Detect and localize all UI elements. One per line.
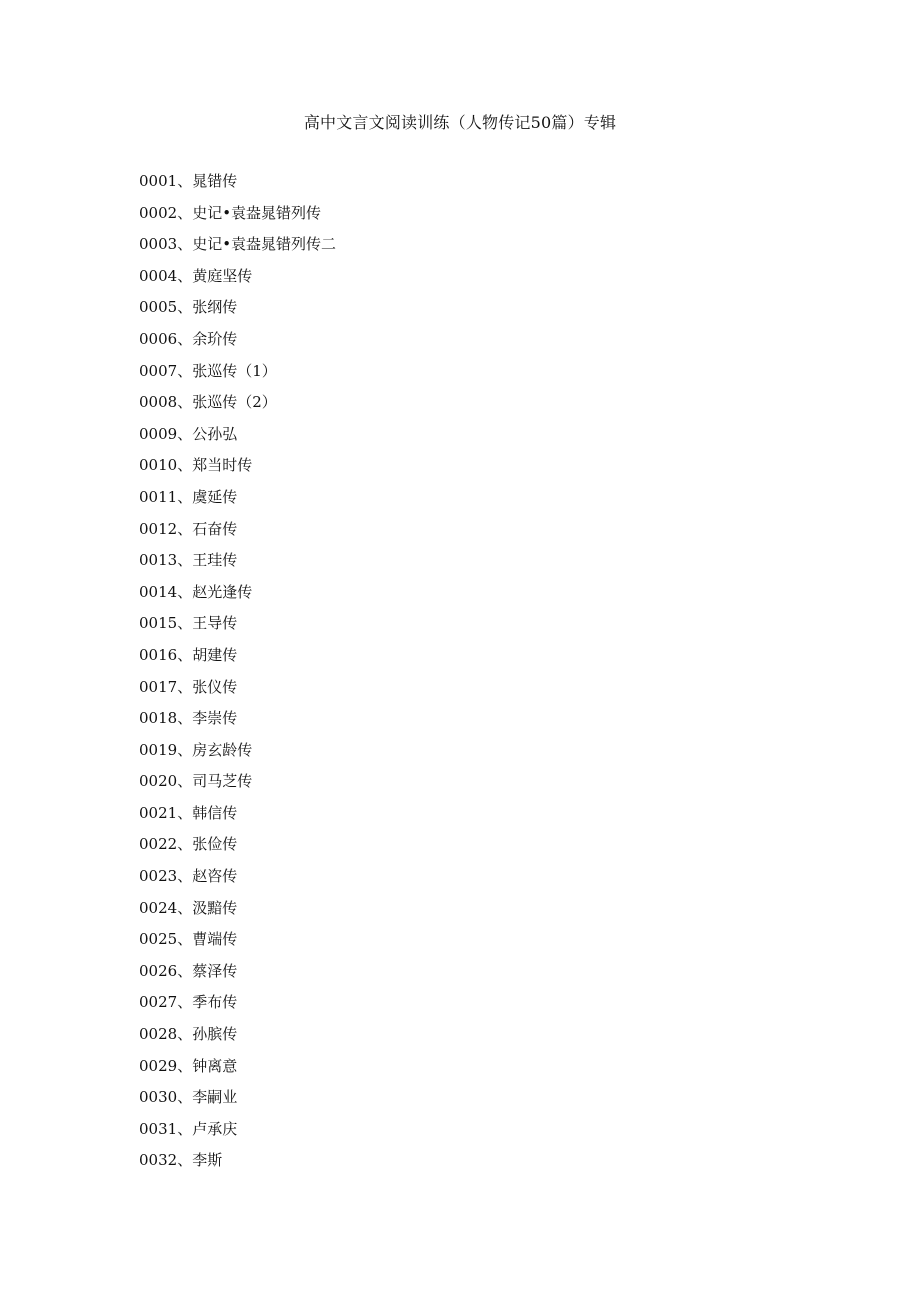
toc-entry — [139, 960, 336, 992]
entry-title: 李斯 — [192, 1151, 223, 1170]
entry-number: 0010 — [139, 456, 178, 475]
toc-entry — [139, 833, 336, 865]
entry-title: 钟离意 — [192, 1056, 238, 1075]
entry-title: 虞延传 — [192, 487, 238, 506]
entry-title: 司马芝传 — [192, 772, 253, 791]
entry-number: 0024 — [139, 898, 178, 917]
toc-entry — [139, 770, 336, 802]
toc-entry — [139, 1086, 336, 1118]
entry-number: 0013 — [139, 551, 178, 570]
entry-separator: 、 — [177, 582, 193, 601]
entry-separator: 、 — [177, 266, 193, 285]
entry-title: 蔡泽传 — [192, 961, 238, 980]
toc-entry — [139, 1149, 336, 1181]
toc-entry — [139, 518, 336, 550]
entry-separator: 、 — [177, 614, 193, 633]
entry-separator: 、 — [177, 993, 193, 1012]
entry-number: 0028 — [139, 1025, 178, 1044]
entry-separator: 、 — [177, 961, 193, 980]
toc-entry — [139, 644, 336, 676]
toc-entry — [139, 454, 336, 486]
toc-entry — [139, 676, 336, 708]
entry-separator: 、 — [177, 235, 193, 254]
entry-number: 0009 — [139, 424, 178, 443]
entry-number: 0027 — [139, 993, 178, 1012]
toc-entry — [139, 170, 336, 202]
toc-entry — [139, 991, 336, 1023]
toc-entry — [139, 486, 336, 518]
entry-title: 晁错传 — [192, 172, 238, 190]
toc-entry — [139, 549, 336, 581]
entry-title: 王珪传 — [192, 551, 238, 570]
entry-separator: 、 — [177, 772, 193, 791]
entry-number: 0007 — [139, 361, 178, 380]
entry-number: 0031 — [139, 1119, 178, 1138]
entry-number: 0032 — [139, 1151, 178, 1170]
entry-separator: 、 — [177, 487, 193, 506]
entry-separator: 、 — [177, 867, 193, 886]
entry-number: 0020 — [139, 772, 178, 791]
entry-title: 房玄龄传 — [192, 740, 253, 759]
toc-entry — [139, 296, 336, 328]
entry-number: 0017 — [139, 677, 178, 696]
entry-separator: 、 — [177, 677, 193, 696]
entry-number: 0004 — [139, 266, 178, 285]
entry-number: 0016 — [139, 645, 178, 664]
entry-number: 0015 — [139, 614, 178, 633]
table-of-contents — [139, 170, 336, 1181]
entry-separator: 、 — [177, 361, 193, 380]
toc-entry — [139, 865, 336, 897]
toc-entry — [139, 328, 336, 360]
entry-separator: 、 — [177, 1151, 193, 1170]
entry-title: 张巡传（2） — [192, 393, 277, 412]
entry-number: 0019 — [139, 740, 178, 759]
entry-number: 0030 — [139, 1088, 178, 1107]
entry-title: 赵咨传 — [192, 867, 238, 886]
entry-title: 卢承庆 — [192, 1119, 238, 1138]
entry-separator: 、 — [177, 898, 193, 917]
entry-title: 张巡传（1） — [192, 361, 277, 380]
entry-title: 张俭传 — [192, 835, 238, 854]
entry-title: 郑当时传 — [192, 456, 253, 475]
entry-separator: 、 — [177, 803, 193, 822]
entry-separator: 、 — [177, 329, 193, 348]
entry-separator: 、 — [177, 1056, 193, 1075]
entry-separator: 、 — [177, 519, 193, 538]
entry-separator: 、 — [177, 1119, 193, 1138]
entry-separator: 、 — [177, 298, 193, 317]
toc-entry — [139, 739, 336, 771]
entry-number: 0003 — [139, 235, 178, 254]
entry-title: 赵光逢传 — [192, 582, 253, 601]
entry-number: 0011 — [139, 487, 178, 506]
toc-entry — [139, 391, 336, 423]
toc-entry — [139, 360, 336, 392]
entry-number: 0022 — [139, 835, 178, 854]
entry-number: 0005 — [139, 298, 178, 317]
entry-number: 0006 — [139, 329, 178, 348]
toc-entry — [139, 612, 336, 644]
toc-entry — [139, 423, 336, 455]
toc-entry — [139, 707, 336, 739]
entry-title: 石奋传 — [192, 519, 238, 538]
toc-entry — [139, 897, 336, 929]
entry-title: 余玠传 — [192, 329, 238, 348]
entry-separator: 、 — [177, 551, 193, 570]
entry-title: 黄庭坚传 — [192, 266, 253, 285]
entry-separator: 、 — [177, 1088, 193, 1107]
entry-separator: 、 — [177, 1025, 193, 1044]
toc-entry — [139, 233, 336, 265]
entry-title: 孙膑传 — [192, 1025, 238, 1044]
entry-number: 0014 — [139, 582, 178, 601]
toc-entry — [139, 581, 336, 613]
toc-entry — [139, 202, 336, 234]
entry-separator: 、 — [177, 393, 193, 412]
entry-title: 李崇传 — [192, 709, 238, 728]
entry-separator: 、 — [177, 172, 193, 190]
entry-title: 韩信传 — [192, 803, 238, 822]
entry-number: 0001 — [139, 172, 178, 190]
toc-entry — [139, 1023, 336, 1055]
entry-title: 史记•袁盎晁错列传 — [192, 203, 322, 222]
toc-entry — [139, 1118, 336, 1150]
entry-title: 王导传 — [192, 614, 238, 633]
entry-title: 汲黯传 — [192, 898, 238, 917]
toc-entry — [139, 928, 336, 960]
toc-entry — [139, 265, 336, 297]
entry-separator: 、 — [177, 709, 193, 728]
entry-number: 0018 — [139, 709, 178, 728]
entry-title: 张仪传 — [192, 677, 238, 696]
entry-number: 0023 — [139, 867, 178, 886]
entry-number: 0025 — [139, 930, 178, 949]
toc-entry — [139, 1055, 336, 1087]
entry-title: 公孙弘 — [192, 424, 238, 443]
entry-separator: 、 — [177, 424, 193, 443]
entry-separator: 、 — [177, 740, 193, 759]
entry-separator: 、 — [177, 835, 193, 854]
entry-number: 0008 — [139, 393, 178, 412]
entry-separator: 、 — [177, 645, 193, 664]
document-title: 高中文言文阅读训练（人物传记50篇）专辑 — [303, 113, 617, 132]
entry-number: 0026 — [139, 961, 178, 980]
entry-title: 李嗣业 — [192, 1088, 238, 1107]
entry-number: 0021 — [139, 803, 178, 822]
entry-title: 季布传 — [192, 993, 238, 1012]
entry-number: 0002 — [139, 203, 178, 222]
entry-number: 0012 — [139, 519, 178, 538]
entry-separator: 、 — [177, 456, 193, 475]
entry-title: 张纲传 — [192, 298, 238, 317]
entry-number: 0029 — [139, 1056, 178, 1075]
entry-separator: 、 — [177, 203, 193, 222]
entry-title: 曹端传 — [192, 930, 238, 949]
entry-title: 史记•袁盎晁错列传二 — [192, 235, 337, 254]
entry-separator: 、 — [177, 930, 193, 949]
entry-title: 胡建传 — [192, 645, 238, 664]
toc-entry — [139, 802, 336, 834]
